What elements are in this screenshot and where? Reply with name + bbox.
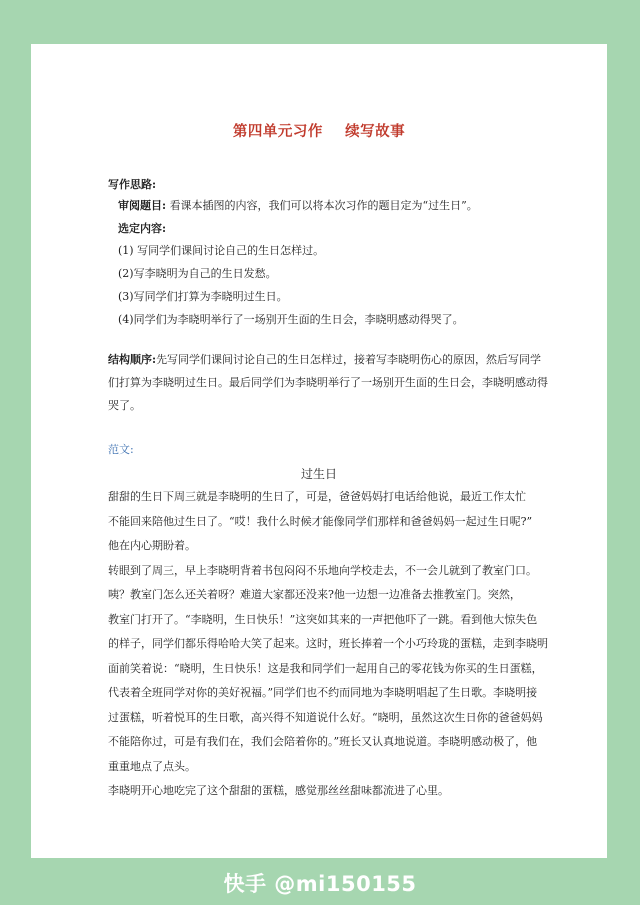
structure-line-3: 哭了。 [108,399,141,412]
content-item-3: (3)写同学们打算为李晓明过生日。 [118,290,288,303]
story-line: 不能回来陪他过生日了。“哎！我什么时候才能像同学们那样和爸爸妈妈一起过生日呢?” [108,514,533,528]
story-line: 面前笑着说：“晓明，生日快乐！这是我和同学们一起用自己的零花钱为你买的生日蛋糕， [108,661,543,675]
story-title: 过生日 [300,467,337,481]
content-item-4: (4)同学们为李晓明举行了一场别开生面的生日会，李晓明感动得哭了。 [118,313,464,326]
select-label: 选定内容: [118,222,167,235]
review-line [118,198,478,214]
review-text: 看课本插图的内容，我们可以将本次习作的题目定为“过生日”。 [169,199,478,212]
story-line: 重重地点了点头。 [108,759,196,773]
story-line: 教室门打开了。“李晓明，生日快乐！”这突如其来的一声把他吓了一跳。看到他大惊失色 [108,612,538,626]
content-item-1: (1) 写同学们课间讨论自己的生日怎样过。 [118,244,325,257]
kuaishou-watermark: 快手 @mi150155 [223,872,417,896]
sample-label: 范文: [108,443,134,456]
document-page [31,44,607,858]
story-body [108,485,548,804]
story-line: 甜甜的生日下周三就是李晓明的生日了，可是，爸爸妈妈打电话给他说，最近工作太忙 [108,490,526,503]
structure-text-1: 先写同学们课间讨论自己的生日怎样过，接着写李晓明伤心的原因，然后写同学 [156,353,542,366]
story-line: 转眼到了周三，早上李晓明背着书包闷闷不乐地向学校走去，不一会儿就到了教室门口。 [108,563,537,577]
story-line: 代表着全班同学对你的美好祝福。”同学们也不约而同地为李晓明唱起了生日歌。李晓明接 [108,686,538,699]
document-title: 第四单元习作 续写故事 [232,123,406,140]
story-line: 不能陪你过，可是有我们在，我们会陪着你的。”班长又认真地说道。李晓明感动极了，他 [108,735,538,748]
story-line: 的样子，同学们都乐得哈哈大笑了起来。这时，班长捧着一个小巧玲珑的蛋糕，走到李晓明 [108,637,548,650]
story-line: 李晓明开心地吃完了这个甜甜的蛋糕，感觉那丝丝甜味都流进了心里。 [108,784,449,797]
story-line: 过蛋糕，听着悦耳的生日歌，高兴得不知道说什么好。“晓明，虽然这次生日你的爸爸妈妈 [108,710,543,724]
story-line: 咦？教室门怎么还关着呀？难道大家都还没来?他一边想一边准备去推教室门。突然， [108,588,521,601]
structure-line-1 [108,352,541,368]
structure-label: 结构顺序: [108,353,157,366]
thinking-heading: 写作思路: [108,178,157,191]
structure-line-2: 们打算为李晓明过生日。最后同学们为李晓明举行了一场别开生面的生日会，李晓明感动得 [108,376,548,389]
review-label: 审阅题目: [118,199,167,212]
content-item-2: (2)写李晓明为自己的生日发愁。 [118,267,277,280]
story-line: 他在内心期盼着。 [108,539,196,552]
